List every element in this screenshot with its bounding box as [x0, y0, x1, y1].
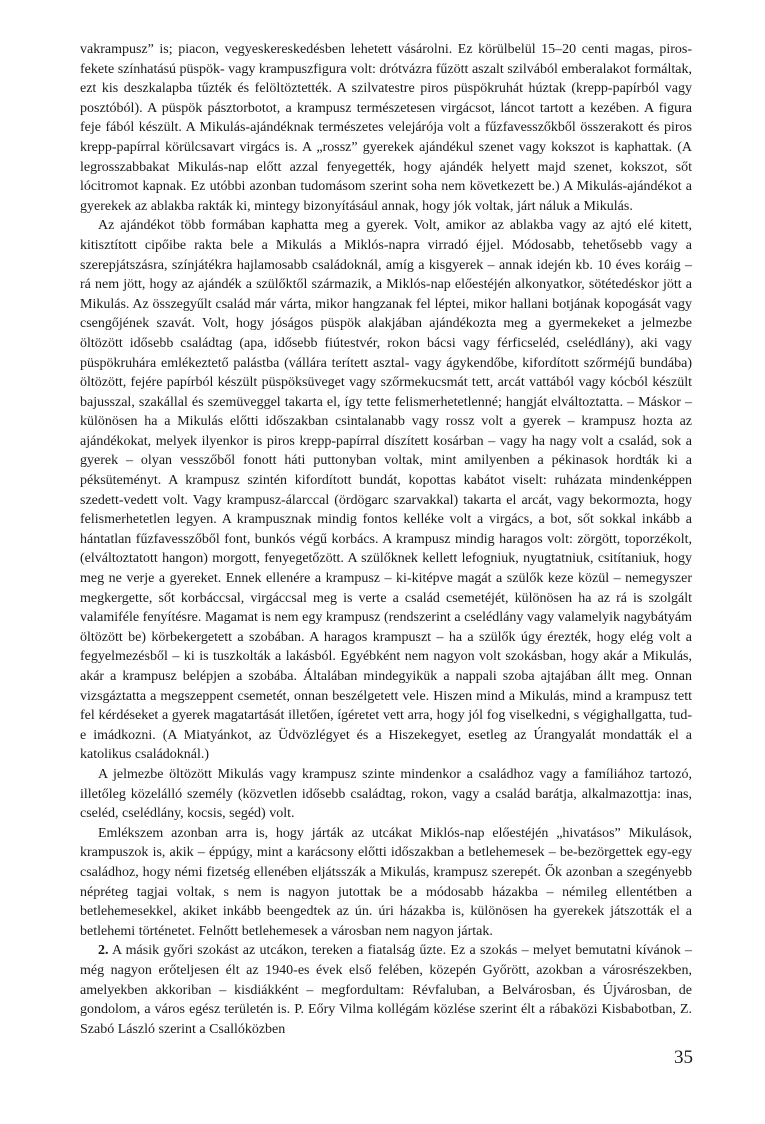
paragraph-3: A jelmezbe öltözött Mikulás vagy krampusz szinte mindenkor a családhoz vagy a famíliához tartozó, illetőleg közelálló személy (közvetlen idősebb családtag, rokon, vagy a család barátja, alkalmazottja: inas, cseléd, cselédlány, kocsis, segéd) volt.	[80, 766, 692, 822]
page-number: 35	[674, 1047, 693, 1068]
paragraph-4: Emlékszem azonban arra is, hogy járták az utcákat Miklós-nap előestéjén „hivatásos” Mikulások, krampuszok is, akik – éppúgy, mint a karácsony előtti időszakban a betlehemesek – be-bezörgettek egy-egy családhoz, hogy némi fizetség ellenében eljátsszák a Mikulás, krampusz szerepét. Ők azonban a szegényebb népréteg tagjai voltak, s nem is nagyon jutottak be a módosabb házakba – némileg ellentétben a betlehemesekkel, akiket inkább beengedtek az ún. úri házakba is, különösen ha gyerekek játszották el a betlehemi történetet. Felnőtt betlehemesek a városban nem nagyon jártak.	[80, 825, 692, 939]
paragraph-number: 2.	[98, 943, 109, 959]
paragraph-1: vakrampusz” is; piacon, vegyeskereskedésben lehetett vásárolni. Ez körülbelül 15–20 centi magas, piros-fekete színhatású püspök- vagy krampuszfigura volt: drótvázra fűzött aszalt szilvából emberalakot formáltak, ezt kis deszkalapba tűzték és felöltöztették. A szilvatestre piros püspökruhát húztak (krepp-papírból vagy posztóból). A püspök pásztorbotot, a krampusz természetesen virgácsot, láncot tartott a kezében. A figura feje fából készült. A Mikulás-ajándéknak természetes velejárója volt a fűzfavesszőkből összerakott és piros krepp-papírral körülcsavart virgács is. A „rossz” gyerekek ajándékul szenet vagy kokszot is kaphattak. (A legrosszabbakat Mikulás-nap előtt azzal fenyegették, hogy ajándék helyett majd szenet, kokszot, sőt lócitromot kapnak. Ez utóbbi azonban tudomásom szerint soha nem következett be.) A Mikulás-ajándékot a gyerekek az ablakba rakták ki, mintegy bizonyításául annak, hogy jók voltak, járt náluk a Mikulás.	[80, 42, 692, 214]
paragraph-2: Az ajándékot több formában kaphatta meg a gyerek. Volt, amikor az ablakba vagy az ajtó elé kitett, kitisztított cipőibe rakta bele a Mikulás a Miklós-napra virradó éjjel. Módosabb, tehetősebb vagy a szerepjátszásra, színjátékra hajlamosabb családoknál, amíg a kisgyerek – annak idején kb. 10 éves koráig – rá nem jött, hogy az ajándék a szülőktől származik, a Miklós-nap előestéjén alkonyatkor, sötétedéskor jött a Mikulás. Az összegyűlt család már várta, mikor hangzanak fel léptei, mikor hallani botjának kopogását vagy csengőjének szavát. Volt, hogy jóságos püspök alakjában ajándékozta meg a gyermekeket a jelmezbe öltözött idősebb családtag (apa, idősebb fiútestvér, rokon bácsi vagy férficseléd, cselédlány), aki vagy püspökruhára emlékeztető palástba (vállára terített asztal- vagy ágykendőbe, kifordított szőrméjű bundába) öltözött, fejére papírból készült püspöksüveget vagy szőrmekucsmát tett, arcát vattából vagy kócból készült bajusszal, szakállal és szemüveggel takarta el, így tette felismerhetetlenné; hangját elváltoztatta. – Máskor – különösen ha a Mikulás előtti időszakban csintalanabb vagy rossz volt a gyerek – krampusz hozta az ajándékokat, melyek ilyenkor is piros krepp-papírral díszített kosárban – vagy ha nagy volt a család, sok a gyerek – olyan vesszőből fonott háti puttonyban voltak, mint amilyenben a pékinasok hordták ki a péksüteményt. A krampusz szintén kifordított bundát, kopottas kabátot viselt: ruházata mindenképpen szedett-vedett volt. Vagy krampusz-álarccal (ördögarc szarvakkal) takarta el arcát, vagy bekormozta, hogy felismerhetetlen legyen. A krampusznak mindig fontos kelléke volt a virgács, a bot, sőt sokkal inkább a hántatlan fűzfavesszőből font, bunkós végű korbács. A krampusz mindig haragos volt: zörgött, toporzékolt, (elváltoztatott hangon) morgott, fenyegetőzött. A szülőknek kellett lefogniuk, nyugtatniuk, csitítaniuk, hogy meg ne verje a gyereket. Ennek ellenére a krampusz – ki-kitépve magát a szülők keze közül – nemegyszer megkergette, sőt korbáccsal, virgáccsal meg is verte a család csemetéjét, különösen ha az rá is szolgált valamiféle fenyítésre. Magamat is nem egy krampusz (rendszerint a cselédlány vagy valamelyik nagybátyám öltözött be) körbekergetett a szobában. A haragos krampuszt – ha a szülők úgy érezték, hogy elég volt a fegyelmezésből – ki is tuszkolták a lakásból. Egyébként nem nagyon volt szokásban, hogy akár a Mikulás, akár a krampusz belépjen a szobába. Általában mindegyikük a nappali szoba ajtajában állt meg. Onnan vizsgáztatta a megszeppent csemetét, onnan beszélgetett vele. Hiszen mind a Mikulás, mind a krampusz tett fel kérdéseket a gyerek magatartását illetően, ígéretet vett arra, hogy jól fog viselkedni, s végighallgatta, tud-e imádkozni. (A Miatyánkot, az Üdvözlégyet és a Hiszekegyet, esetleg az Úrangyalát mondatták el a katolikus családoknál.)	[80, 218, 692, 763]
paragraph-5-text: A másik győri szokást az utcákon, tereken a fiatalság űzte. Ez a szokás – melyet bemutatni kívánok – még nagyon erőteljesen élt az 1940-es évek első felében, közepén Győrött, azokban a városrészekben, amelyekben akkoriban – kisdiákként – megfordultam: Révfaluban, a Belvárosban, és Újvárosban, de gondolom, a város egész területén is. P. Eőry Vilma kollégám közlése szerint élt a rábaközi Kisbabotban, Z. Szabó László szerint a Csallóközben	[80, 943, 692, 1037]
text-column	[80, 40, 692, 1039]
paragraph-5	[80, 941, 692, 1039]
